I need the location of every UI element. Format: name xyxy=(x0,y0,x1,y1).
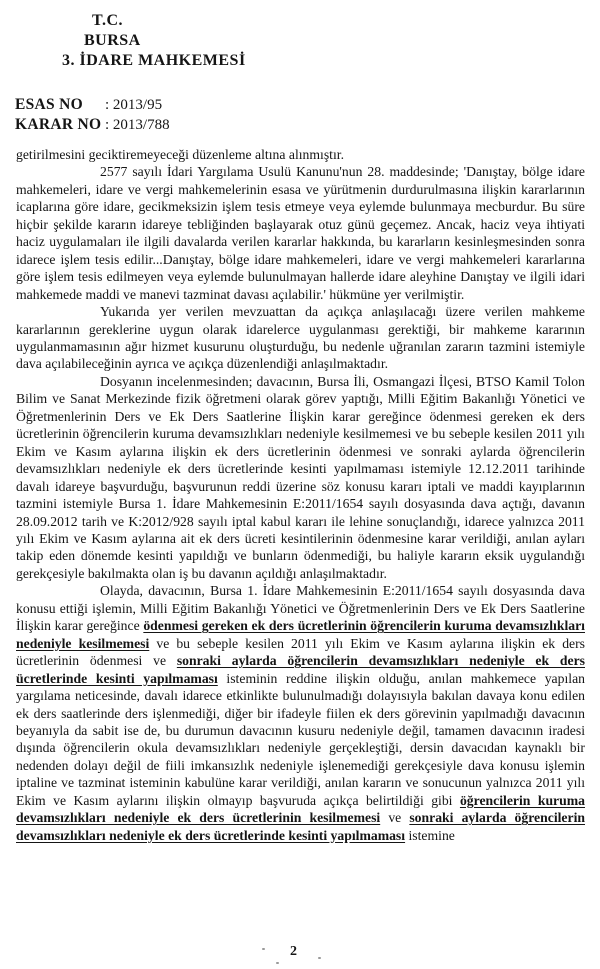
document-header xyxy=(0,0,600,150)
incident-text-a: Olayda, davacının, Bursa 1. İdare Mahkemesinin E:2011/1654 sayılı dosyasında dava konusu ettiği işlemin, Milli Eğitim Bakanlığı Yönetici ve Öğretmenlerinin Ders ve Ek Ders Saatlerine İlişkin karar gereğince xyxy=(16,583,585,634)
header-city: BURSA xyxy=(84,32,141,49)
page-number: 2 xyxy=(290,944,297,959)
incident-text-e: istemine xyxy=(405,827,455,843)
paragraph-continuation: getirilmesini geciktiremeyeceği düzenleme altına alınmıştır. xyxy=(16,147,345,162)
paragraph-law-article: 2577 sayılı İdari Yargılama Usulü Kanunu'nun 28. maddesinde; 'Danıştay, bölge idare mahkemeleri, idare ve vergi mahkemelerinin esasa ve yürütmenin durdurulmasına ilişkin kararlarının icaplarına göre idare, gecikmeksizin işlem tesis etmeye veya eylemde bulunmaya mecburdur. Bu süre hiçbir şekilde kararın idareye tebliğinden başlayarak otuz günü geçemez. Ancak, haciz veya ihtiyati haciz uygulamaları ile ilgili davalarda verilen kararlar hakkında, bu kararların kesinleşmesinden sonra idarece işlem tesis edilir...Danıştay, bölge idare mahkemeleri, idare ve vergi mahkemeleri kararlarına göre işlem tesis edilmeyen veya eylemde bulunulmayan hallerde idare aleyhine Danıştay ve ilgili idari mahkemede maddi ve manevi tazminat davası açılabilir.' hükmüne yer verilmiştir. xyxy=(16,164,585,302)
scan-speck xyxy=(318,957,321,959)
paragraph-incident xyxy=(16,582,585,844)
esas-no xyxy=(15,96,162,114)
esas-value: : 2013/95 xyxy=(105,97,163,113)
underlined-claim-2: sonraki aylarda öğrencilerin devamsızlıkları nedeniyle ek ders ücretlerinde kesinti yapılmaması xyxy=(16,653,585,686)
paragraph-legislation-summary: Yukarıda yer verilen mevzuattan da açıkça anlaşılacağı üzere verilen mahkeme kararlarının gereklerine uygun olarak idarelerce uygulanması gerektiği, bir mahkeme kararının uygulanmamasının ağır hizmet kusurunu oluşturduğu, bu nedenle uğranılan zararın tazmini istemiyle dava açılabileceğinin ayrıca ve açıkça düzenlendiği anlaşılmaktadır. xyxy=(16,304,585,372)
incident-text-c: isteminin reddine ilişkin olduğu, anılan mahkemece yapılan yargılama neticesinde, davalı idarece etkinlikte bulunulmadığı dolayısıyla bakılan davaya konu edilen ek ders saatlerinde ders işlenmediği, diğer bir ifadeyle fiilen ek ders görevinin yapılmadığı davacının beyanıyla da sabit ise de, bu durumun davacının kusuru nedeniyle değil, tamamen davacının iradesi dışında öğrencilerin okula devamsızlıkları nedeniyle gerçekleştiği, dersin davacıdan kaynaklı bir nedenden dolayı değil de fiili imkansızlık nedeniyle işlenemediği gerekçesiyle dava konusu işlemin iptaline ve tazminat isteminin kabulüne karar verildiği, anılan kararın ve sonucunun yalnızca 2011 yılı Ekim ve Kasım aylarını ilişkin olmayıp başvuruda açıkça belirtildiği gibi xyxy=(16,670,585,808)
scan-speck xyxy=(262,948,265,950)
incident-text-d: ve xyxy=(380,810,410,826)
esas-label: ESAS NO xyxy=(15,96,83,113)
paragraph-case-file: Dosyanın incelenmesinden; davacının, Bursa İli, Osmangazi İlçesi, BTSO Kamil Tolon Bilim ve Sanat Merkezinde fizik öğretmeni olarak görev yaptığı, Milli Eğitim Bakanlığı Yönetici ve Öğretmenlerinin Ders ve Ek Ders Saatlerine İlişkin karar gereğince ödenmesi gereken ek ders ücretlerinin öğrencilerin kuruma devamsızlıkları nedeniyle kesilmemesi ve bu sebeple kesilen 2011 yılı Ekim ve Kasım aylarına ilişkin ek ders ücretlerinin ödenmesi ve sonraki aylarda öğrencilerin devamsızlıkları nedeniyle ek ders ücretlerinde kesinti yapılmaması istemiyle 12.12.2011 tarihinde davalı idareye başvurduğu, başvurunun reddi üzerine söz konusu kararı iptali ve maddi kayıplarının tazmini istemiyle Bursa 1. İdare Mahkemesinin E:2011/1654 sayılı dosyasında dava açtığı, davanın 28.09.2012 tarih ve K:2012/928 sayılı iptal kabul kararı ile lehine sonuçlandığı, idarece yalnızca 2011 yılı Ekim ve Kasım aylarına ait ek ders ücreti kesintilerinin ödenmesine karar verildiği, anılan ayları takip eden dönemde kesinti yapıldığı ve bunların ödenmediği, bu haliyle kararın eksik uygulandığı gerekçesiyle bakılmakta olan iş bu davanın açıldığı anlaşılmaktadır. xyxy=(16,373,585,581)
incident-text-b: ve bu sebeple kesilen 2011 yılı Ekim ve Kasım aylarına ilişkin ek ders ücretlerinin ödenmesi ve xyxy=(16,635,585,669)
underlined-claim-1: ödenmesi gereken ek ders ücretlerinin öğrencilerin kuruma devamsızlıkları nedeniyle kesilmemesi xyxy=(16,618,585,651)
karar-value: : 2013/788 xyxy=(105,117,170,133)
underlined-claim-3: öğrencilerin kuruma devamsızlıkları nedeniyle ek ders ücretlerinin kesilmemesi xyxy=(16,792,585,826)
document-body xyxy=(16,146,585,844)
header-country: T.C. xyxy=(92,12,124,29)
header-court: 3. İDARE MAHKEMESİ xyxy=(62,52,246,69)
scan-speck xyxy=(276,962,279,964)
karar-no xyxy=(15,116,170,134)
karar-label: KARAR NO xyxy=(15,116,102,133)
underlined-claim-4: sonraki aylarda öğrencilerin devamsızlıkları nedeniyle ek ders ücretlerinde kesinti yapılmaması xyxy=(16,810,585,843)
